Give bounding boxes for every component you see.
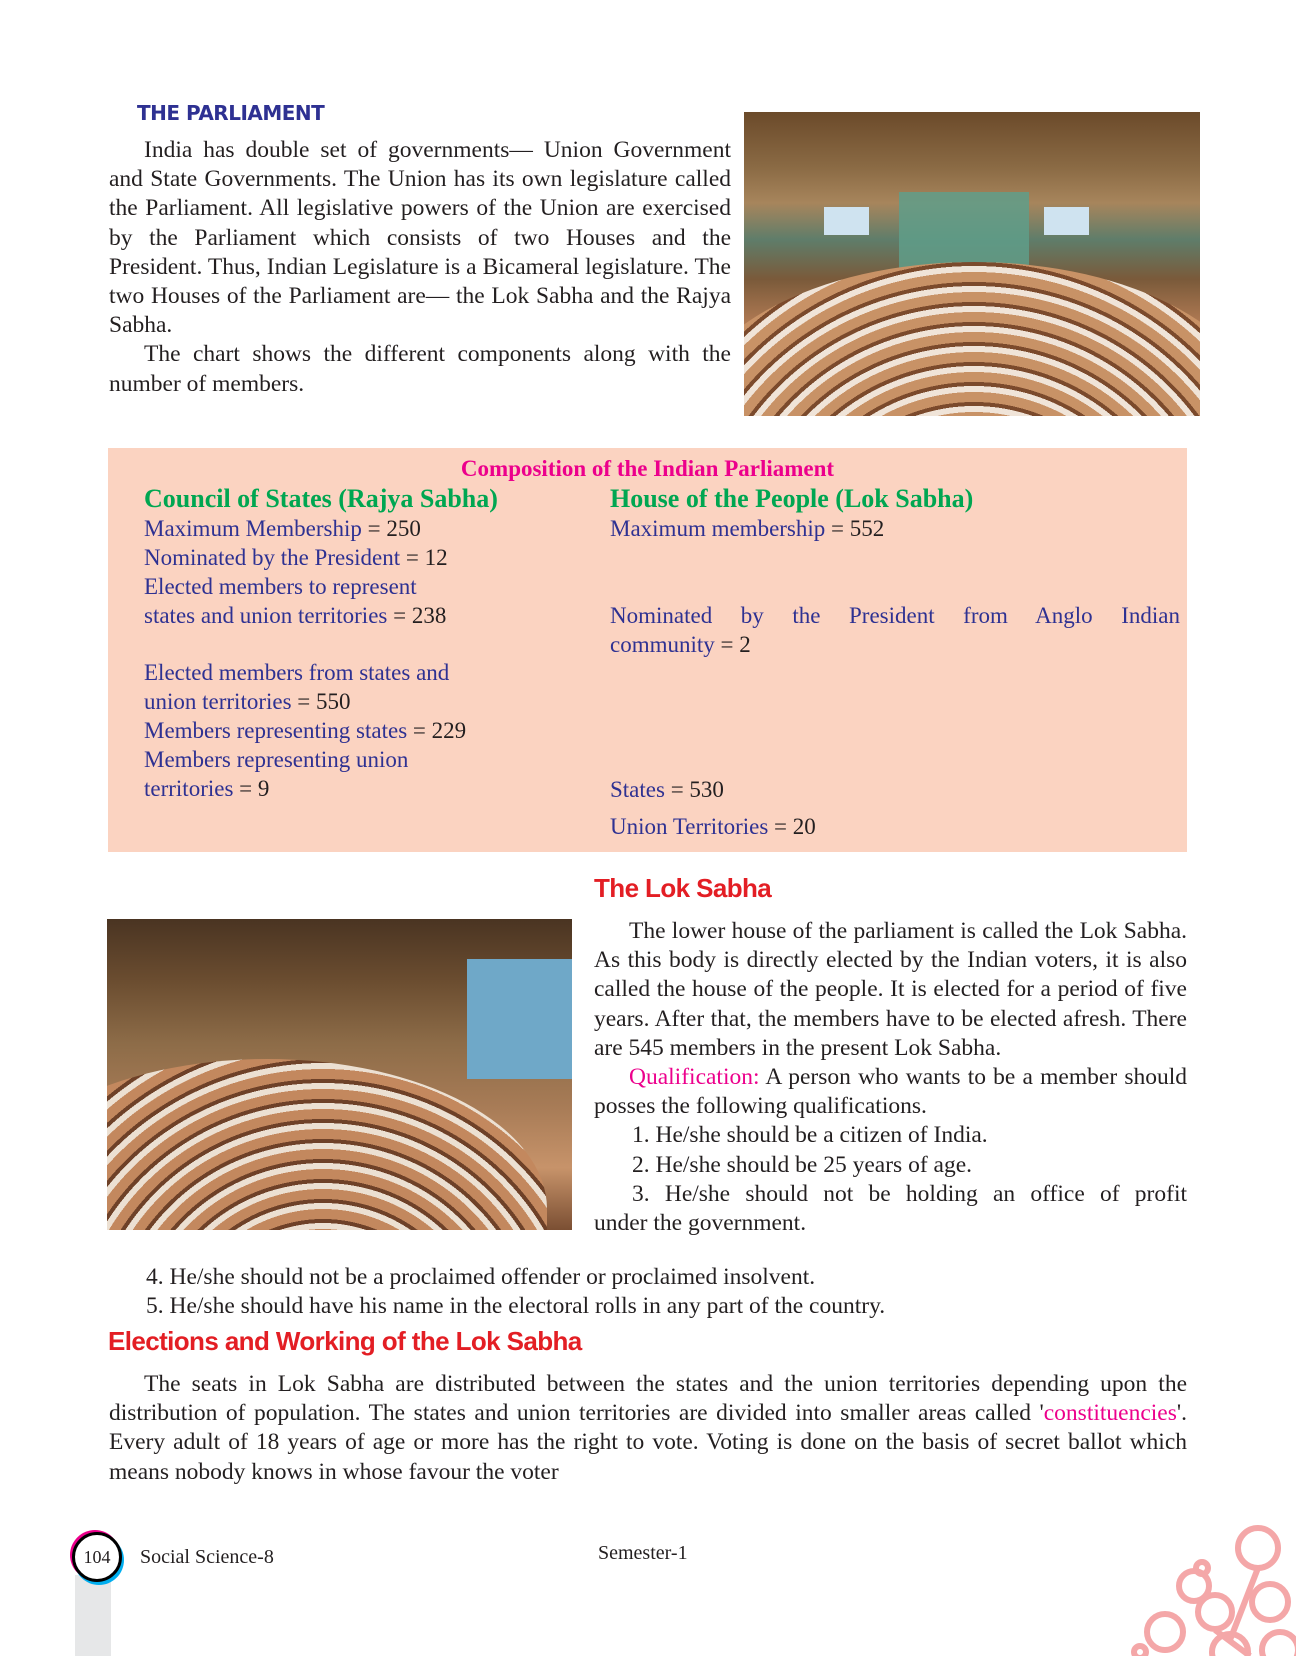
rajya-elected-line1: Elected members to represent — [144, 574, 417, 599]
lok-sabha-heading: The Lok Sabha — [594, 873, 772, 903]
page-number-badge: 104 — [72, 1532, 122, 1582]
qualification-item-cont: under the government. — [594, 1210, 807, 1237]
intro-paragraph: The chart shows the different components along with the number of members. — [109, 341, 731, 397]
intro-text — [109, 136, 731, 399]
elections-paragraph: The seats in Lok Sabha are distributed between the states and the union territories depending upon the distribution of population. The states and union territories are divided into smaller areas called 'constituencies'. Every adult of 18 years of age or more has the right to vote. Voting is done on the basis of secret ballot which means nobody knows in whose favour the voter — [109, 1371, 1187, 1485]
qualification-item: 1. He/she should be a citizen of India. — [632, 1122, 988, 1149]
lok-elected-line1: Elected members from states and — [144, 660, 450, 685]
margin-strip — [75, 1575, 111, 1656]
lok-ut-rep-line1: Members representing union — [144, 747, 409, 772]
lok-states-rep: Members representing states = 229 — [144, 718, 467, 743]
photo-seats — [744, 262, 1200, 416]
elections-heading: Elections and Working of the Lok Sabha — [108, 1326, 582, 1356]
rajya-sabha-column — [144, 484, 584, 803]
lok-sabha-heading: House of the People (Lok Sabha) — [610, 484, 974, 513]
parliament-chamber-photo — [744, 112, 1200, 416]
qualification-item: 3. He/she should not be holding an office of profit — [632, 1180, 1187, 1207]
lok-elected: union territories = 550 — [144, 689, 351, 714]
photo-screen — [1044, 207, 1089, 235]
lok-states: States = 530 — [610, 777, 724, 802]
composition-title: Composition of the Indian Parliament — [460, 456, 835, 481]
lok-sabha-text — [594, 917, 1187, 1238]
lok-sabha-photo — [107, 919, 572, 1230]
rajya-nominated: Nominated by the President = 12 — [144, 545, 448, 570]
lok-sabha-column — [610, 484, 1180, 841]
qualification-list-cont — [146, 1263, 1186, 1321]
rajya-sabha-heading: Council of States (Rajya Sabha) — [144, 484, 498, 513]
qualification-label: Qualification: — [629, 1064, 760, 1091]
book-title: Social Science-8 — [140, 1546, 274, 1568]
rajya-elected: states and union territories = 238 — [144, 603, 447, 628]
lok-ut: Union Territories = 20 — [610, 814, 816, 839]
photo-screen — [467, 959, 572, 1079]
photo-screen — [824, 207, 869, 235]
intro-paragraph: India has double set of governments— Union Government and State Governments. The Union has its own legislature called the Parliament. All legislative powers of the Union are exercised by the Parliament which consists of two Houses and the President. Thus, Indian Legislature is a Bicameral legislature. The two Houses of the Parliament are— the Lok Sabha and the Rajya Sabha. — [109, 137, 731, 339]
semester-label: Semester-1 — [598, 1542, 688, 1564]
lok-max: Maximum membership = 552 — [610, 516, 885, 541]
lok-sabha-paragraph: The lower house of the parliament is called the Lok Sabha. As this body is directly elected by the Indian voters, it is also called the house of the people. It is elected for a period of five years. After that, the members have to be elected afresh. There are 545 members in the present Lok Sabha. — [594, 918, 1187, 1061]
section-heading: THE PARLIAMENT — [137, 101, 325, 125]
rajya-max: Maximum Membership = 250 — [144, 516, 421, 541]
qualification-item: 2. He/she should be 25 years of age. — [632, 1151, 973, 1178]
constituencies-term: constituencies — [1043, 1400, 1177, 1427]
photo-seats — [107, 1059, 547, 1230]
decorative-circles-icon — [1120, 1520, 1296, 1656]
lok-nominated: community = 2 — [610, 632, 751, 657]
qualification-item: 5. He/she should have his name in the electoral rolls in any part of the country. — [146, 1293, 886, 1320]
lok-ut-rep: territories = 9 — [144, 776, 270, 801]
qualification-item: 4. He/she should not be a proclaimed offender or proclaimed insolvent. — [146, 1264, 816, 1290]
elections-text — [109, 1370, 1187, 1487]
composition-chart — [108, 448, 1187, 852]
qualification-paragraph: Qualification: A person who wants to be a member should posses the following qualifications. — [594, 1064, 1187, 1120]
lok-nominated-line1: Nominated by the President from Anglo Indian — [610, 603, 1180, 628]
